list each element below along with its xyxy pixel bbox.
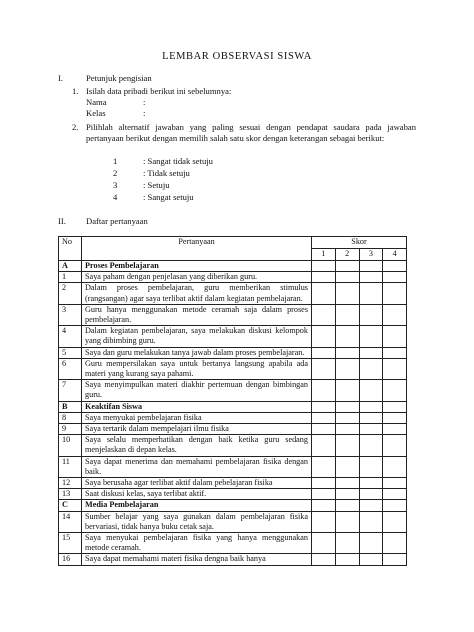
- score-cell-4[interactable]: [383, 304, 407, 325]
- score-cell-4[interactable]: [383, 478, 407, 489]
- score-cell-1[interactable]: [312, 412, 336, 423]
- score-cell-4[interactable]: [383, 358, 407, 379]
- section-2-numeral: II.: [58, 216, 66, 226]
- header-score: Skor: [312, 237, 407, 249]
- item-1-number: 1.: [72, 86, 79, 96]
- question-number: 9: [59, 424, 82, 435]
- scale-score-3: 3: [113, 180, 118, 190]
- table-row: [59, 412, 407, 423]
- score-cell-3: [359, 500, 383, 511]
- page-title: LEMBAR OBSERVASI SISWA: [162, 51, 312, 62]
- score-cell-2[interactable]: [335, 554, 359, 565]
- score-cell-2[interactable]: [335, 478, 359, 489]
- question-text: Saya selalu memperhatikan dengan baik ketika guru sedang menjelaskan di depan kelas.: [82, 435, 312, 456]
- score-cell-2: [335, 500, 359, 511]
- score-cell-1[interactable]: [312, 533, 336, 554]
- score-cell-4[interactable]: [383, 380, 407, 401]
- table-row: [59, 489, 407, 500]
- score-cell-2[interactable]: [335, 424, 359, 435]
- table-row: [59, 435, 407, 456]
- score-cell-1[interactable]: [312, 511, 336, 532]
- score-cell-4[interactable]: [383, 435, 407, 456]
- score-cell-1: [312, 261, 336, 272]
- scale-desc-1: : Sangat tidak setuju: [143, 156, 213, 166]
- question-number: 11: [59, 456, 82, 477]
- score-cell-4[interactable]: [383, 283, 407, 304]
- field-colon-kelas: :: [143, 108, 146, 118]
- item-2-number: 2.: [72, 122, 79, 132]
- section-row: [59, 401, 407, 412]
- score-cell-2[interactable]: [335, 380, 359, 401]
- score-cell-1[interactable]: [312, 283, 336, 304]
- section-2-heading: Daftar pertanyaan: [86, 216, 148, 226]
- table-row: [59, 380, 407, 401]
- score-cell-1[interactable]: [312, 554, 336, 565]
- scale-desc-3: : Setuju: [143, 180, 170, 190]
- score-cell-2[interactable]: [335, 511, 359, 532]
- question-text: Saat diskusi kelas, saya terlibat aktif.: [82, 489, 312, 500]
- scale-score-4: 4: [113, 192, 118, 202]
- field-label-kelas: Kelas: [86, 108, 106, 118]
- header-score-2: 2: [335, 249, 359, 261]
- question-text: Saya menyukai pembelajaran fisika: [82, 412, 312, 423]
- score-cell-2[interactable]: [335, 489, 359, 500]
- question-number: 6: [59, 358, 82, 379]
- score-cell-1[interactable]: [312, 272, 336, 283]
- score-cell-4: [383, 261, 407, 272]
- score-cell-3[interactable]: [359, 347, 383, 358]
- score-cell-3: [359, 401, 383, 412]
- score-cell-1[interactable]: [312, 380, 336, 401]
- score-cell-3[interactable]: [359, 380, 383, 401]
- score-cell-4[interactable]: [383, 272, 407, 283]
- observation-table: [58, 236, 407, 566]
- item-2-text: Pilihlah alternatif jawaban yang paling sesuai dengan pendapat saudara pada jawaban pertanyaan berikut dengan memilih salah satu skor dengan keterangan sebagai berikut:: [86, 122, 416, 143]
- score-cell-1[interactable]: [312, 326, 336, 347]
- score-cell-2[interactable]: [335, 435, 359, 456]
- question-number: 3: [59, 304, 82, 325]
- score-cell-2[interactable]: [335, 533, 359, 554]
- score-cell-2[interactable]: [335, 304, 359, 325]
- question-number: 2: [59, 283, 82, 304]
- header-score-4: 4: [383, 249, 407, 261]
- question-text: Saya dan guru melakukan tanya jawab dalam proses pembelajaran.: [82, 347, 312, 358]
- score-cell-4: [383, 401, 407, 412]
- table-row: [59, 478, 407, 489]
- field-label-nama: Nama: [86, 97, 107, 107]
- question-number: 5: [59, 347, 82, 358]
- score-cell-1[interactable]: [312, 456, 336, 477]
- question-number: 7: [59, 380, 82, 401]
- score-cell-3[interactable]: [359, 424, 383, 435]
- question-text: Guru hanya menggunakan metode ceramah saja dalam proses pembelajaran.: [82, 304, 312, 325]
- section-title: Keaktifan Siswa: [82, 401, 312, 412]
- score-cell-3[interactable]: [359, 456, 383, 477]
- question-number: 14: [59, 511, 82, 532]
- score-cell-3[interactable]: [359, 511, 383, 532]
- score-cell-1: [312, 500, 336, 511]
- question-number: 8: [59, 412, 82, 423]
- score-cell-2[interactable]: [335, 326, 359, 347]
- table-row: [59, 304, 407, 325]
- question-text: Sumber belajar yang saya gunakan dalam pembelajaran fisika bervariasi, tidak hanya buku cetak saja.: [82, 511, 312, 532]
- question-text: Dalam proses pembelajaran, guru memberikan stimulus (rangsangan) agar saya terlibat aktif dalam kegiatan pembelajaran.: [82, 283, 312, 304]
- section-row: [59, 500, 407, 511]
- question-text: Dalam kegiatan pembelajaran, saya melakukan diskusi kelompok yang dibimbing guru.: [82, 326, 312, 347]
- section-1-numeral: I.: [58, 73, 64, 83]
- header-question: Pertanyaan: [82, 237, 312, 261]
- section-row: [59, 261, 407, 272]
- table-row: [59, 533, 407, 554]
- question-number: 15: [59, 533, 82, 554]
- score-cell-4[interactable]: [383, 347, 407, 358]
- score-cell-4[interactable]: [383, 412, 407, 423]
- score-cell-1[interactable]: [312, 478, 336, 489]
- score-cell-2[interactable]: [335, 347, 359, 358]
- header-no: No: [59, 237, 82, 261]
- score-cell-4[interactable]: [383, 554, 407, 565]
- question-number: 12: [59, 478, 82, 489]
- question-text: Saya tertarik dalam mempelajari ilmu fisika: [82, 424, 312, 435]
- field-colon-nama: :: [143, 97, 146, 107]
- table-row: [59, 272, 407, 283]
- score-cell-3[interactable]: [359, 489, 383, 500]
- table-row: [59, 511, 407, 532]
- section-1-heading: Petunjuk pengisian: [86, 73, 152, 83]
- score-cell-2: [335, 401, 359, 412]
- score-cell-4: [383, 500, 407, 511]
- scale-score-1: 1: [113, 156, 118, 166]
- score-cell-4[interactable]: [383, 326, 407, 347]
- question-text: Saya dapat memahami materi fisika dengna baik hanya: [82, 554, 312, 565]
- score-cell-2[interactable]: [335, 272, 359, 283]
- score-cell-3[interactable]: [359, 272, 383, 283]
- score-cell-3[interactable]: [359, 304, 383, 325]
- score-cell-2[interactable]: [335, 283, 359, 304]
- score-cell-1[interactable]: [312, 347, 336, 358]
- table-row: [59, 347, 407, 358]
- score-cell-3[interactable]: [359, 533, 383, 554]
- score-cell-1[interactable]: [312, 424, 336, 435]
- score-cell-3[interactable]: [359, 478, 383, 489]
- question-number: 10: [59, 435, 82, 456]
- question-number: 13: [59, 489, 82, 500]
- question-text: Saya paham dengan penjelasan yang diberikan guru.: [82, 272, 312, 283]
- scale-desc-4: : Sangat setuju: [143, 192, 194, 202]
- score-cell-4[interactable]: [383, 511, 407, 532]
- score-cell-3[interactable]: [359, 358, 383, 379]
- scale-desc-2: : Tidak setuju: [143, 168, 190, 178]
- section-letter: A: [59, 261, 82, 272]
- score-cell-1[interactable]: [312, 489, 336, 500]
- table-row: [59, 326, 407, 347]
- section-title: Proses Pembelajaran: [82, 261, 312, 272]
- section-title: Media Pembelajaran: [82, 500, 312, 511]
- score-cell-2[interactable]: [335, 456, 359, 477]
- question-number: 4: [59, 326, 82, 347]
- score-cell-3[interactable]: [359, 435, 383, 456]
- item-1-text: Isilah data pribadi berikut ini sebelumnya:: [86, 86, 232, 96]
- score-cell-2: [335, 261, 359, 272]
- question-text: Saya berusaha agar terlibat aktif dalam pebelajaran fisika: [82, 478, 312, 489]
- score-cell-3[interactable]: [359, 412, 383, 423]
- question-number: 1: [59, 272, 82, 283]
- score-cell-3: [359, 261, 383, 272]
- score-cell-1[interactable]: [312, 435, 336, 456]
- question-text: Saya menyimpulkan materi diakhir pertemuan dengan bimbingan guru.: [82, 380, 312, 401]
- table-row: [59, 283, 407, 304]
- score-cell-4[interactable]: [383, 489, 407, 500]
- score-cell-2[interactable]: [335, 412, 359, 423]
- header-score-1: 1: [312, 249, 336, 261]
- table-header-row: [59, 237, 407, 249]
- header-score-3: 3: [359, 249, 383, 261]
- table-row: [59, 554, 407, 565]
- score-cell-3[interactable]: [359, 283, 383, 304]
- score-cell-3[interactable]: [359, 326, 383, 347]
- question-number: 16: [59, 554, 82, 565]
- question-text: Saya menyukai pembelajaran fisika yang hanya menggunakan metode ceramah.: [82, 533, 312, 554]
- score-cell-4[interactable]: [383, 456, 407, 477]
- table-row: [59, 456, 407, 477]
- score-cell-4[interactable]: [383, 533, 407, 554]
- score-cell-4[interactable]: [383, 424, 407, 435]
- question-text: Saya dapat menerima dan memahami pembelajaran fisika dengan baik.: [82, 456, 312, 477]
- section-letter: C: [59, 500, 82, 511]
- scale-score-2: 2: [113, 168, 118, 178]
- section-letter: B: [59, 401, 82, 412]
- score-cell-3[interactable]: [359, 554, 383, 565]
- question-text: Guru mempersilakan saya untuk bertanya langsung apabila ada materi yang kurang saya pahami.: [82, 358, 312, 379]
- score-cell-1[interactable]: [312, 304, 336, 325]
- score-cell-1: [312, 401, 336, 412]
- table-row: [59, 358, 407, 379]
- score-cell-1[interactable]: [312, 358, 336, 379]
- table-row: [59, 424, 407, 435]
- score-cell-2[interactable]: [335, 358, 359, 379]
